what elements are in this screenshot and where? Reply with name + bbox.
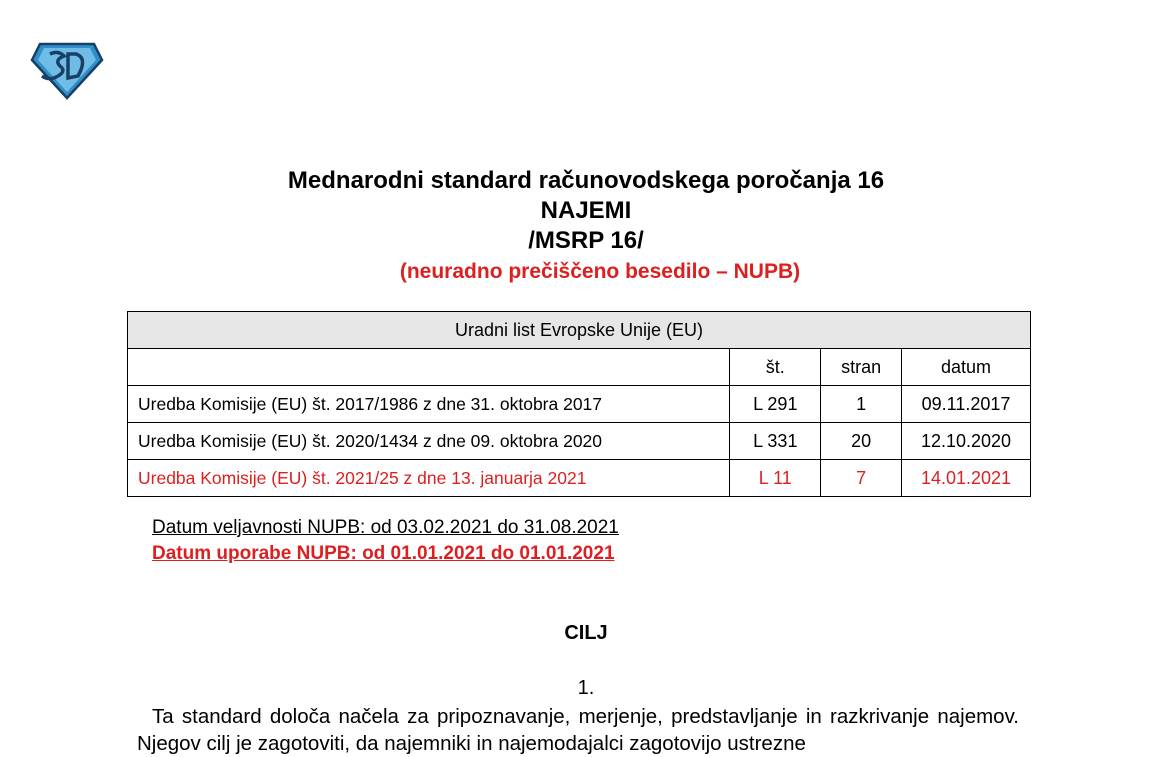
document-title-najemi: NAJEMI — [540, 197, 632, 224]
validity-date: Datum veljavnosti NUPB: od 03.02.2021 do 31.08.2021 — [152, 517, 619, 538]
column-header-regulation — [128, 349, 730, 386]
st-cell: L 291 — [730, 386, 821, 423]
table-header-main: Uradni list Evropske Unije (EU) — [128, 312, 1031, 349]
document-code: /MSRP 16/ — [528, 227, 644, 254]
table-header-row — [128, 312, 1031, 349]
stran-cell: 20 — [821, 423, 902, 460]
table-column-header-row — [128, 349, 1031, 386]
table-row — [128, 386, 1031, 423]
column-header-datum: datum — [902, 349, 1031, 386]
st-cell: L 11 — [730, 460, 821, 497]
column-header-st: št. — [730, 349, 821, 386]
official-journal-table — [127, 311, 1031, 497]
paragraph-text: Ta standard določa načela za pripoznavanje, merjenje, predstavljanje in razkrivanje najemov. Njegov cilj je zagotoviti, da najemniki in najemodajalci zagotovijo ustrezne — [137, 705, 1019, 755]
regulation-cell: Uredba Komisije (EU) št. 2017/1986 z dne 31. oktobra 2017 — [128, 386, 730, 423]
document-title: Mednarodni standard računovodskega poročanja 16 — [287, 167, 885, 194]
table-row — [128, 423, 1031, 460]
stran-cell: 1 — [821, 386, 902, 423]
stran-cell: 7 — [821, 460, 902, 497]
use-date: Datum uporabe NUPB: od 01.01.2021 do 01.01.2021 — [152, 543, 615, 564]
datum-cell: 12.10.2020 — [902, 423, 1031, 460]
paragraph-number: 1. — [577, 677, 595, 699]
datum-cell: 09.11.2017 — [902, 386, 1031, 423]
st-cell: L 331 — [730, 423, 821, 460]
table-row — [128, 460, 1031, 497]
regulation-cell: Uredba Komisije (EU) št. 2020/1434 z dne 09. oktobra 2020 — [128, 423, 730, 460]
regulation-cell: Uredba Komisije (EU) št. 2021/25 z dne 13. januarja 2021 — [128, 460, 730, 497]
document-subtitle: (neuradno prečiščeno besedilo – NUPB) — [399, 260, 801, 283]
section-heading: CILJ — [564, 622, 608, 644]
column-header-stran: stran — [821, 349, 902, 386]
datum-cell: 14.01.2021 — [902, 460, 1031, 497]
company-logo-icon — [30, 40, 104, 100]
